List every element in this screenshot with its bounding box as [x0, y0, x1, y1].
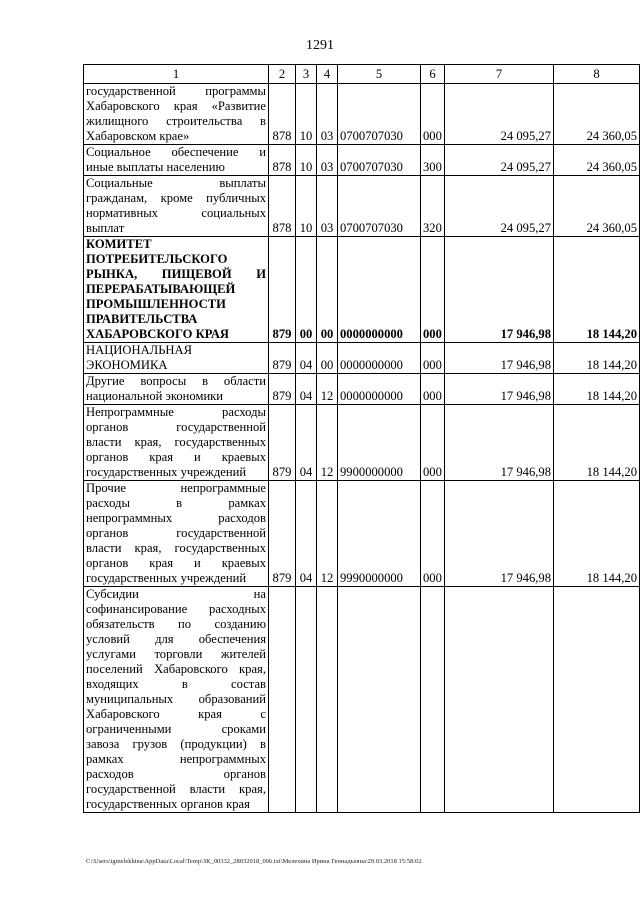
expense-type-cell: 000 [421, 84, 445, 145]
row-name-line: ХАБАРОВСКОГО КРАЯ [86, 327, 230, 341]
expense-type-cell: 000 [421, 237, 445, 343]
subsection-code-cell: 03 [317, 84, 338, 145]
amount-year1-cell: 17 946,98 [445, 343, 554, 374]
expense-type-cell: 320 [421, 176, 445, 237]
row-name-line: государственных органов края [86, 797, 250, 811]
target-article-cell: 0700707030 [338, 176, 421, 237]
expense-type-cell: 000 [421, 343, 445, 374]
row-name-line: органов государственной [86, 526, 266, 540]
target-article-cell: 0000000000 [338, 374, 421, 405]
expense-type-cell [421, 587, 445, 813]
row-name-line: ПРАВИТЕЛЬСТВА [86, 312, 198, 326]
target-article-cell [338, 587, 421, 813]
row-name-line: ПРОМЫШЛЕННОСТИ [86, 297, 226, 311]
amount-year1-cell [445, 587, 554, 813]
header-cell: 4 [317, 65, 338, 84]
amount-year1-cell: 24 095,27 [445, 84, 554, 145]
amount-year2-cell: 18 144,20 [554, 405, 640, 481]
amount-year2-cell: 24 360,05 [554, 176, 640, 237]
header-cell: 7 [445, 65, 554, 84]
row-name-cell [84, 145, 269, 176]
ministry-code-cell: 879 [269, 405, 296, 481]
ministry-code-cell: 878 [269, 84, 296, 145]
row-name-cell [84, 405, 269, 481]
section-code-cell: 10 [296, 145, 317, 176]
ministry-code-cell: 879 [269, 237, 296, 343]
target-article-cell: 0700707030 [338, 145, 421, 176]
row-name-line: выплат [86, 221, 125, 235]
table-row [84, 84, 640, 145]
subsection-code-cell [317, 587, 338, 813]
amount-year2-cell: 24 360,05 [554, 84, 640, 145]
row-name-cell [84, 587, 269, 813]
header-cell: 3 [296, 65, 317, 84]
section-code-cell [296, 587, 317, 813]
amount-year2-cell: 18 144,20 [554, 481, 640, 587]
subsection-code-cell: 03 [317, 145, 338, 176]
row-name-line: поселений Хабаровского края, [86, 662, 266, 676]
row-name-line: Социальное обеспечение и [86, 145, 266, 159]
row-name-line: ЭКОНОМИКА [86, 358, 168, 372]
row-name-line: ограниченными сроками [86, 722, 266, 736]
section-code-cell: 04 [296, 374, 317, 405]
row-name-line: Непрограммные расходы [86, 405, 266, 419]
row-name-line: государственной программы [86, 84, 266, 98]
ministry-code-cell: 878 [269, 145, 296, 176]
header-cell: 5 [338, 65, 421, 84]
amount-year2-cell: 18 144,20 [554, 343, 640, 374]
table-body [84, 84, 640, 813]
row-name-cell [84, 343, 269, 374]
expense-type-cell: 300 [421, 145, 445, 176]
header-cell: 2 [269, 65, 296, 84]
table-row [84, 405, 640, 481]
subsection-code-cell: 12 [317, 481, 338, 587]
row-name-line: софинансирование расходных [86, 602, 266, 616]
section-code-cell: 10 [296, 84, 317, 145]
target-article-cell: 9900000000 [338, 405, 421, 481]
row-name-line: органов края и краевых [86, 450, 266, 464]
header-cell: 6 [421, 65, 445, 84]
subsection-code-cell: 12 [317, 405, 338, 481]
row-name-line: нормативных социальных [86, 206, 266, 220]
row-name-cell [84, 84, 269, 145]
amount-year1-cell: 17 946,98 [445, 237, 554, 343]
row-name-line: завоза грузов (продукции) в [86, 737, 266, 751]
footer-file-path: C:\Users\igmelekhina\AppData\Local\Temp\ЗК_00332_28032018_006.txt\Мелехина Ирина Геннадьевна\29.03.2018 15:58:02 [86, 858, 422, 865]
row-name-line: условий для обеспечения [86, 632, 266, 646]
row-name-line: органов государственной [86, 420, 266, 434]
row-name-line: национальной экономики [86, 389, 224, 403]
row-name-line: КОМИТЕТ [86, 237, 152, 251]
budget-table [83, 64, 640, 813]
row-name-line: гражданам, кроме публичных [86, 191, 266, 205]
header-cell: 8 [554, 65, 640, 84]
amount-year1-cell: 24 095,27 [445, 145, 554, 176]
row-name-line: рамках непрограммных [86, 752, 266, 766]
expense-type-cell: 000 [421, 481, 445, 587]
target-article-cell: 0700707030 [338, 84, 421, 145]
section-code-cell: 04 [296, 343, 317, 374]
subsection-code-cell: 12 [317, 374, 338, 405]
row-name-line: муниципальных образований [86, 692, 266, 706]
ministry-code-cell: 879 [269, 374, 296, 405]
row-name-line: Хабаровском крае» [86, 129, 190, 143]
table-row [84, 587, 640, 813]
section-code-cell: 04 [296, 405, 317, 481]
ministry-code-cell: 879 [269, 481, 296, 587]
row-name-line: входящих в состав [86, 677, 266, 691]
section-code-cell: 10 [296, 176, 317, 237]
row-name-line: Другие вопросы в области [86, 374, 266, 388]
table-row [84, 374, 640, 405]
row-name-line: Субсидии на [86, 587, 266, 601]
row-name-line: НАЦИОНАЛЬНАЯ [86, 343, 193, 357]
row-name-cell [84, 374, 269, 405]
row-name-line: ПЕРЕРАБАТЫВАЮЩЕЙ [86, 282, 236, 296]
target-article-cell: 9990000000 [338, 481, 421, 587]
amount-year2-cell: 24 360,05 [554, 145, 640, 176]
row-name-line: власти края, государственных [86, 435, 266, 449]
row-name-cell [84, 481, 269, 587]
row-name-line: услугами торговли жителей [86, 647, 266, 661]
target-article-cell: 0000000000 [338, 343, 421, 374]
row-name-line: жилищного строительства в [86, 114, 266, 128]
row-name-line: Социальные выплаты [86, 176, 266, 190]
table-row [84, 145, 640, 176]
page-number: 1291 [306, 38, 334, 53]
row-name-line: РЫНКА, ПИЩЕВОЙ И [86, 267, 266, 281]
section-code-cell: 00 [296, 237, 317, 343]
row-name-line: органов края и краевых [86, 556, 266, 570]
expense-type-cell: 000 [421, 405, 445, 481]
table-row [84, 481, 640, 587]
target-article-cell: 0000000000 [338, 237, 421, 343]
row-name-line: власти края, государственных [86, 541, 266, 555]
table-row [84, 237, 640, 343]
amount-year2-cell: 18 144,20 [554, 374, 640, 405]
amount-year1-cell: 17 946,98 [445, 405, 554, 481]
amount-year1-cell: 17 946,98 [445, 374, 554, 405]
expense-type-cell: 000 [421, 374, 445, 405]
row-name-line: Хабаровского края с [86, 707, 266, 721]
row-name-line: ПОТРЕБИТЕЛЬСКОГО [86, 252, 228, 266]
table-row [84, 176, 640, 237]
section-code-cell: 04 [296, 481, 317, 587]
row-name-line: иные выплаты населению [86, 160, 225, 174]
subsection-code-cell: 00 [317, 237, 338, 343]
row-name-line: государственных учреждений [86, 571, 247, 585]
amount-year2-cell [554, 587, 640, 813]
row-name-line: Прочие непрограммные [86, 481, 266, 495]
header-row [84, 65, 640, 84]
amount-year1-cell: 17 946,98 [445, 481, 554, 587]
row-name-line: непрограммных расходов [86, 511, 266, 525]
ministry-code-cell [269, 587, 296, 813]
row-name-cell [84, 237, 269, 343]
table-row [84, 343, 640, 374]
row-name-line: расходов органов [86, 767, 266, 781]
row-name-line: государственной власти края, [86, 782, 266, 796]
ministry-code-cell: 879 [269, 343, 296, 374]
subsection-code-cell: 03 [317, 176, 338, 237]
row-name-line: расходы в рамках [86, 496, 266, 510]
ministry-code-cell: 878 [269, 176, 296, 237]
row-name-line: Хабаровского края «Развитие [86, 99, 266, 113]
amount-year2-cell: 18 144,20 [554, 237, 640, 343]
subsection-code-cell: 00 [317, 343, 338, 374]
amount-year1-cell: 24 095,27 [445, 176, 554, 237]
header-cell: 1 [84, 65, 269, 84]
row-name-line: государственных учреждений [86, 465, 247, 479]
row-name-cell [84, 176, 269, 237]
row-name-line: обязательств по созданию [86, 617, 266, 631]
